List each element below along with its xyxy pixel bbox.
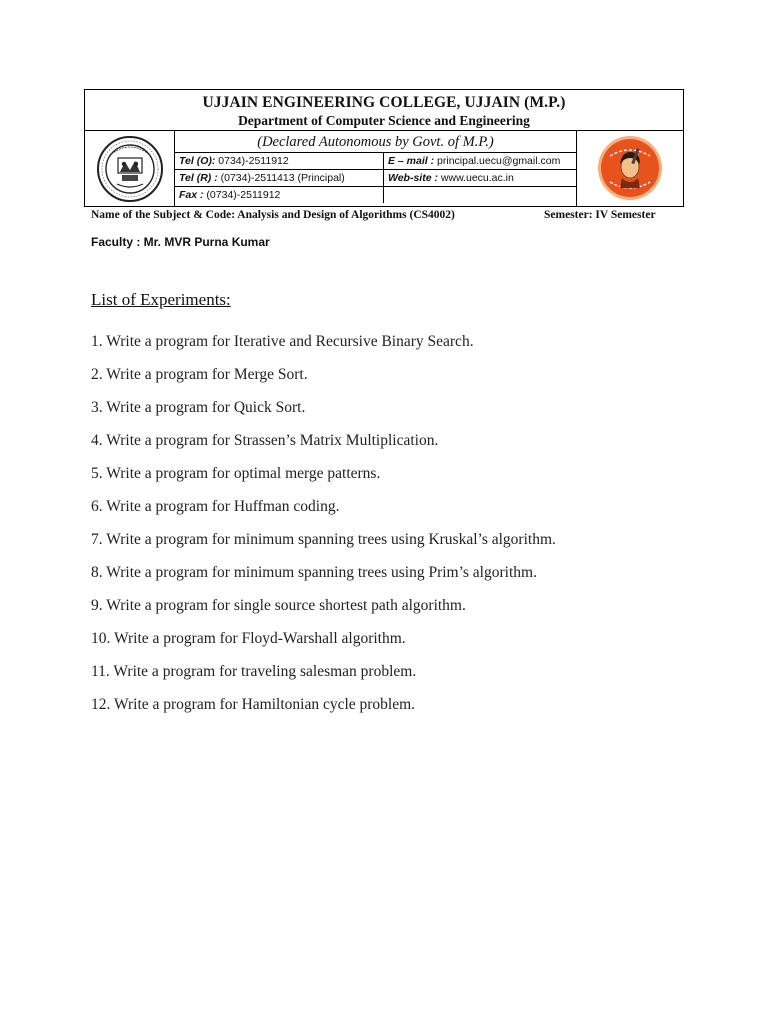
- experiment-item: 11. Write a program for traveling salesman problem.: [91, 663, 417, 680]
- tel-r-label: Tel (R) :: [179, 172, 218, 184]
- empty-cell: [383, 187, 576, 203]
- experiment-item: 6. Write a program for Huffman coding.: [91, 498, 340, 515]
- right-logo-cell: [576, 131, 683, 207]
- department-name: Department of Computer Science and Engineering: [238, 113, 530, 128]
- left-logo-cell: [85, 131, 175, 207]
- tel-r-value: (0734)-2511413 (Principal): [217, 172, 345, 184]
- contact-table: [85, 130, 683, 207]
- experiment-item: 4. Write a program for Strassen’s Matrix Multiplication.: [91, 432, 439, 449]
- email: [383, 153, 576, 169]
- website-label: Web-site :: [388, 172, 438, 184]
- subject-name-code: Name of the Subject & Code: Analysis and Design of Algorithms (CS4002): [91, 209, 455, 221]
- experiment-item: 2. Write a program for Merge Sort.: [91, 366, 308, 383]
- experiment-item: 7. Write a program for minimum spanning trees using Kruskal’s algorithm.: [91, 531, 556, 548]
- tel-o-label: Tel (O):: [179, 155, 216, 167]
- fax: [179, 187, 379, 203]
- tel-o: [179, 153, 379, 169]
- header-box: [84, 89, 684, 207]
- experiment-item: 10. Write a program for Floyd-Warshall algorithm.: [91, 630, 406, 647]
- experiment-item: 3. Write a program for Quick Sort.: [91, 399, 306, 416]
- faculty: Faculty : Mr. MVR Purna Kumar: [91, 235, 270, 249]
- email-label: E – mail :: [388, 155, 435, 167]
- contact-row-tel-r: [175, 170, 576, 187]
- emblem-portrait-icon: [596, 134, 664, 202]
- experiment-item: 12. Write a program for Hamiltonian cycle problem.: [91, 696, 416, 713]
- contact-info: [175, 131, 576, 207]
- fax-label: Fax :: [179, 189, 204, 201]
- list-heading: List of Experiments:: [91, 290, 231, 309]
- contact-row-tel-o: [175, 153, 576, 170]
- college-name: UJJAIN ENGINEERING COLLEGE, UJJAIN (M.P.): [202, 94, 566, 111]
- semester: Semester: IV Semester: [544, 209, 656, 221]
- college-seal-icon: [95, 134, 165, 204]
- contact-row-fax: [175, 187, 576, 204]
- website: [383, 170, 576, 186]
- experiment-item: 1. Write a program for Iterative and Recursive Binary Search.: [91, 333, 474, 350]
- subject-line: [91, 209, 681, 221]
- experiment-item: 9. Write a program for single source shortest path algorithm.: [91, 597, 466, 614]
- tel-o-value: 0734)-2511912: [215, 155, 289, 167]
- website-value[interactable]: www.uecu.ac.in: [437, 172, 514, 184]
- experiment-item: 5. Write a program for optimal merge patterns.: [91, 465, 381, 482]
- experiment-list: [91, 332, 556, 728]
- email-value[interactable]: principal.uecu@gmail.com: [434, 155, 561, 167]
- declared-autonomous: (Declared Autonomous by Govt. of M.P.): [175, 131, 576, 153]
- fax-value: (0734)-2511912: [203, 189, 281, 201]
- tel-r: [179, 170, 379, 186]
- experiment-item: 8. Write a program for minimum spanning trees using Prim’s algorithm.: [91, 564, 537, 581]
